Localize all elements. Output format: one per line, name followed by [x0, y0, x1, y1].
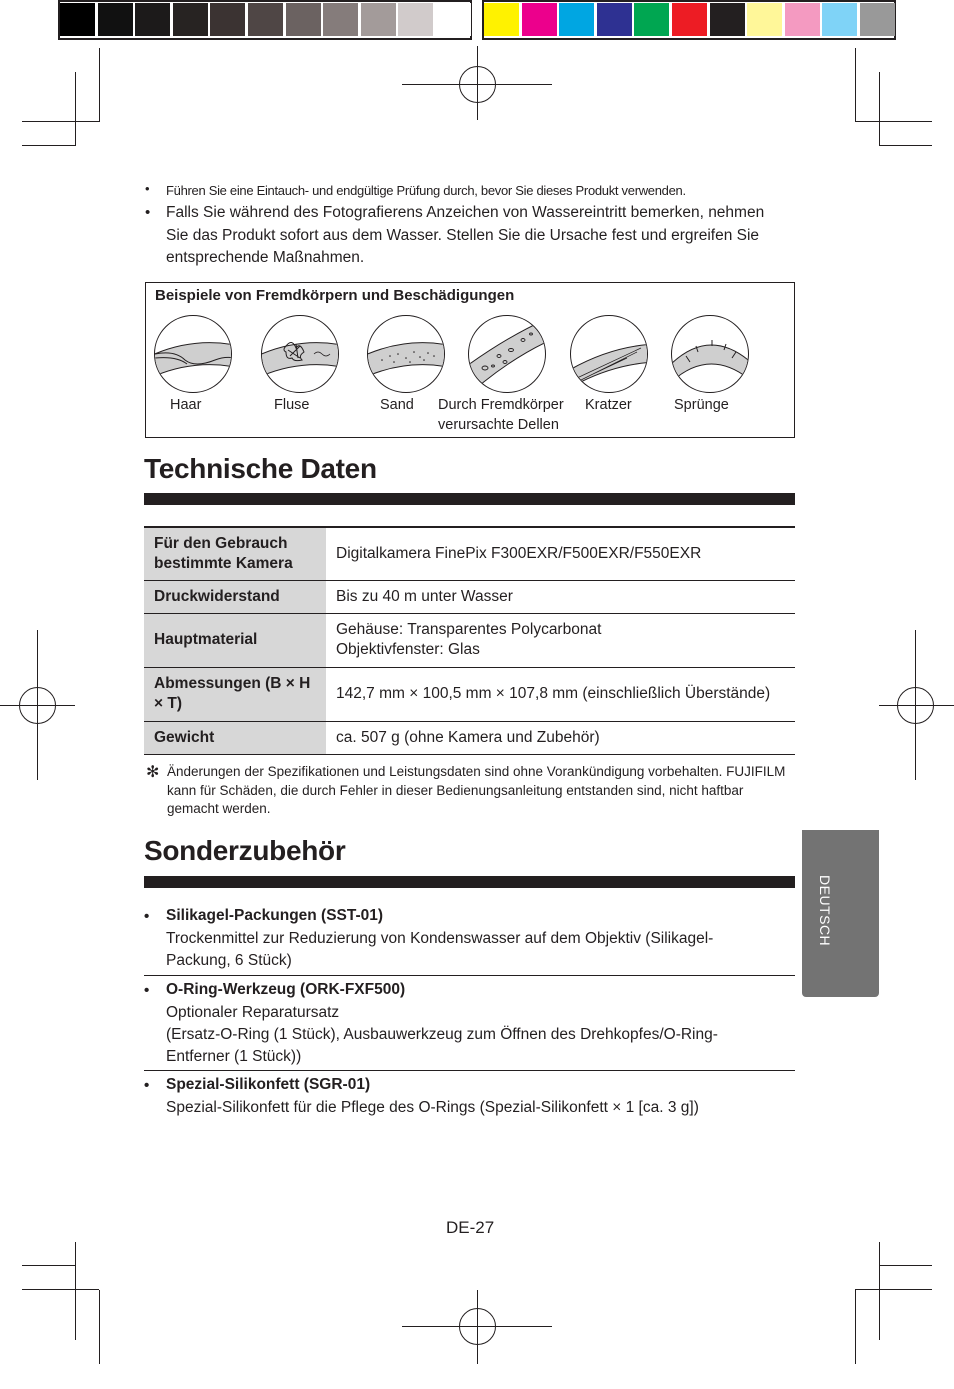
accessory-title: Silikagel-Packungen (SST-01) — [166, 907, 384, 924]
label-hair: Haar — [170, 397, 202, 413]
color-swatch — [323, 3, 358, 36]
specs-note: Änderungen der Spezifikationen und Leistungsdaten sind ohne Vorankündigung vorbehalten. FUJIFILM kann für Schäden, die durch Fehler in dieser Bedienungsanleitung entstanden sind, nicht haftbar gemacht werden. — [167, 764, 786, 816]
accessory-title: Spezial-Silikonfett (SGR-01) — [166, 1076, 371, 1093]
label-sand: Sand — [380, 397, 414, 413]
section-heading-specs: Technische Daten — [144, 453, 377, 484]
lint-icon — [261, 315, 339, 393]
spec-key: Abmessungen (B × H × T) — [144, 667, 326, 721]
color-swatch — [522, 3, 557, 36]
color-swatch — [747, 3, 782, 36]
color-swatch — [822, 3, 857, 36]
bullet-marker: • — [145, 204, 151, 221]
figure-title: Beispiele von Fremdkörpern und Beschädigungen — [155, 287, 515, 304]
bullet-marker: • — [145, 181, 150, 196]
heading-rule — [144, 876, 795, 888]
color-swatch — [286, 3, 321, 36]
spec-row — [144, 527, 795, 580]
color-swatch — [398, 3, 433, 36]
spec-key: Druckwiderstand — [144, 580, 326, 613]
page-number: DE-27 — [446, 1218, 495, 1237]
accessory-desc: Spezial-Silikonfett für die Pflege des O-Rings (Spezial-Silikonfett × 1 [ca. 3 g]) — [166, 1099, 699, 1116]
divider — [144, 975, 795, 976]
intro-bullet-2: Falls Sie während des Fotografierens Anzeichen von Wassereintritt bemerken, nehmen Sie das Produkt sofort aus dem Wasser. Stellen Sie die Ursache fest und ergreifen Sie entsprechende Maßnahmen. — [166, 204, 765, 266]
accessory-item — [144, 980, 795, 1070]
accessory-desc: Trockenmittel zur Reduzierung von Kondenswasser auf dem Objektiv (Silikagel-Packung, 6 Stück) — [166, 930, 714, 969]
color-swatch — [436, 3, 471, 36]
scratch-icon — [570, 315, 648, 393]
accessory-desc: Optionaler Reparatursatz (Ersatz-O-Ring (1 Stück), Ausbauwerkzeug zum Öffnen des Drehkopfes/O-Ring-Entferner (1 Stück)) — [166, 1004, 718, 1065]
color-swatch — [672, 3, 707, 36]
bullet-marker: • — [144, 982, 150, 999]
label-dent: Durch Fremdkörper verursachte Dellen — [438, 397, 564, 433]
color-swatch — [484, 3, 519, 36]
crack-icon — [671, 315, 749, 393]
color-swatch — [98, 3, 133, 36]
color-swatch — [248, 3, 283, 36]
color-swatch — [60, 3, 95, 36]
spec-row — [144, 580, 795, 613]
label-crack: Sprünge — [674, 397, 729, 413]
spec-value: Digitalkamera FinePix F300EXR/F500EXR/F550EXR — [326, 527, 795, 580]
language-tab-label: DEUTSCH — [817, 875, 833, 947]
color-swatch — [597, 3, 632, 36]
color-swatch — [634, 3, 669, 36]
color-swatch — [135, 3, 170, 36]
label-lint: Fluse — [274, 397, 310, 413]
accessory-title: O-Ring-Werkzeug (ORK-FXF500) — [166, 981, 406, 998]
accessory-item — [144, 1075, 795, 1125]
color-swatch — [559, 3, 594, 36]
section-heading-accessories: Sonderzubehör — [144, 835, 346, 866]
sand-icon — [367, 315, 445, 393]
color-swatch — [173, 3, 208, 36]
bullet-marker: • — [144, 908, 150, 925]
accessory-item — [144, 906, 795, 976]
label-scratch: Kratzer — [585, 397, 632, 413]
spec-value: 142,7 mm × 100,5 mm × 107,8 mm (einschließlich Überstände) — [326, 667, 795, 721]
spec-value: ca. 507 g (ohne Kamera und Zubehör) — [326, 721, 795, 754]
specs-table — [144, 526, 795, 755]
hair-icon — [154, 315, 232, 393]
spec-value: Gehäuse: Transparentes Polycarbonat Objektivfenster: Glas — [326, 613, 795, 667]
spec-row — [144, 667, 795, 721]
color-swatch — [785, 3, 820, 36]
spec-row — [144, 721, 795, 754]
spec-row — [144, 613, 795, 667]
spec-key: Gewicht — [144, 721, 326, 754]
spec-key: Für den Gebrauch bestimmte Kamera — [144, 527, 326, 580]
dent-icon — [468, 315, 546, 393]
note-asterisk-icon: ✻ — [146, 764, 160, 781]
color-swatch — [860, 3, 895, 36]
intro-bullet-1: Führen Sie eine Eintauch- und endgültige Prüfung durch, bevor Sie dieses Produkt verwenden. — [166, 183, 686, 198]
spec-key: Hauptmaterial — [144, 613, 326, 667]
divider — [144, 1070, 795, 1071]
color-swatch — [710, 3, 745, 36]
spec-value: Bis zu 40 m unter Wasser — [326, 580, 795, 613]
language-tab — [802, 830, 879, 997]
bullet-marker: • — [144, 1077, 150, 1094]
color-swatch — [210, 3, 245, 36]
heading-rule — [144, 493, 795, 505]
color-swatch — [361, 3, 396, 36]
